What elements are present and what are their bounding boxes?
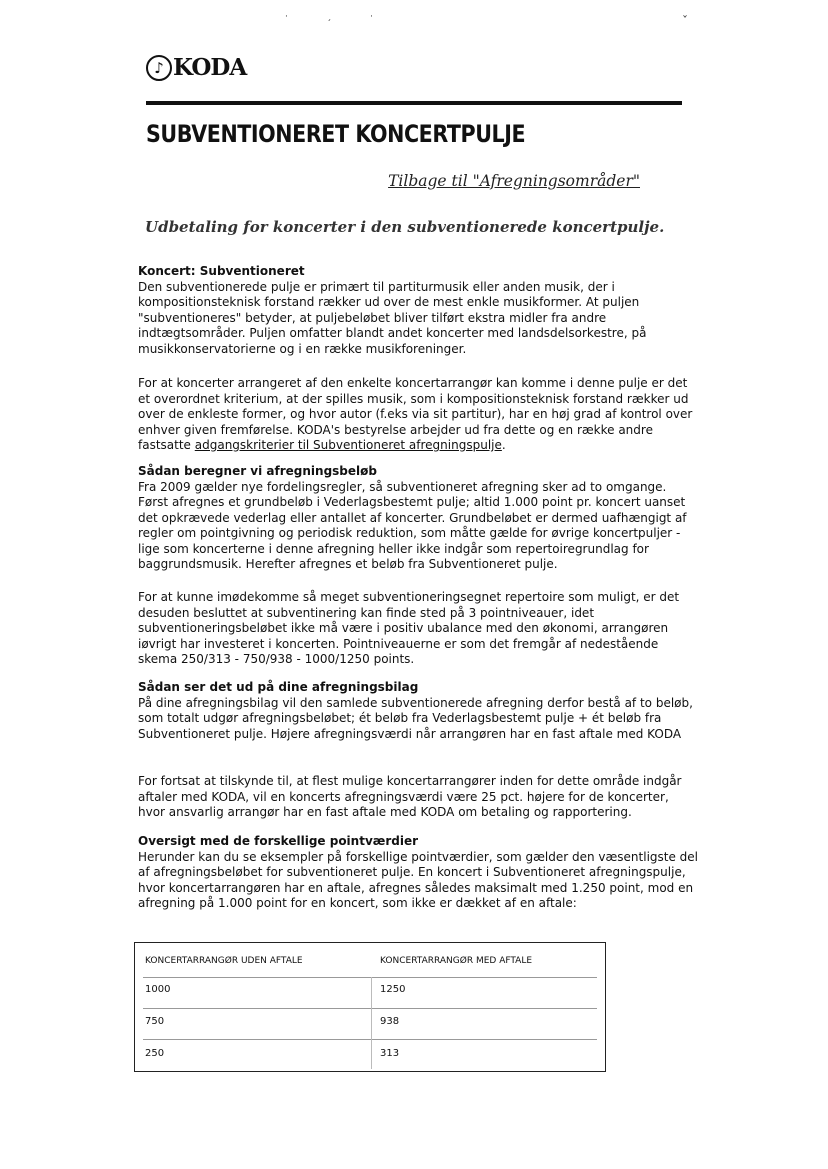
koda-logo-icon: ♪ — [146, 55, 172, 81]
paragraph: På dine afregningsbilag vil den samlede subventionerede afregning derfor bestå af to beløb, som totalt udgør afregningsbeløbet; ét beløb fra Vederlagsbestemt pulje + ét beløb fra Subventioneret pulje. Højere afregningsværdi når arrangøren har en fast aftale med KODA — [138, 695, 693, 741]
corner-mark: ˇ — [682, 14, 688, 28]
table-cell: 250 — [145, 1047, 165, 1059]
section-heading: Oversigt med de forskellige pointværdier — [138, 834, 419, 848]
header-rule — [146, 101, 682, 105]
koda-logo[interactable] — [146, 54, 246, 81]
pointvaerdier-table — [134, 942, 606, 1072]
paragraph-end: . — [501, 438, 506, 452]
section-oversigt — [138, 834, 698, 912]
paragraph: For fortsat at tilskynde til, at flest mulige koncertarrangører inden for dette område indgår aftaler med KODA, vil en koncerts afregningsværdi være 25 pct. højere for de koncerter, hvor ansvarlig arrangør har en fast aftale med KODA om betaling og rapportering. — [138, 774, 682, 819]
table-cell: 313 — [380, 1047, 400, 1059]
table-row — [135, 973, 605, 1005]
section-kriterier — [138, 376, 698, 454]
table-cell: 1250 — [380, 983, 406, 995]
koda-logo-text: KODA — [173, 54, 247, 81]
paragraph: For at kunne imødekomme så meget subventioneringsegnet repertoire som muligt, er det desuden besluttet at subventinering kan finde sted på 3 pointniveauer, idet subventioneringsbeløbet ikke må være i positiv ubalance med den økonomi, arrangøren iøvrigt har investeret i koncerten. Pointniveauerne er som det fremgår af nedestående skema 250/313 - 750/938 - 1000/1250 points. — [138, 590, 680, 666]
table-header-cell: KONCERTARRANGØR UDEN AFTALE — [145, 956, 303, 966]
section-beregning — [138, 464, 698, 573]
table-header-cell: KONCERTARRANGØR MED AFTALE — [380, 956, 533, 966]
section-heading: Koncert: Subventioneret — [138, 264, 305, 278]
section-afregningsbilag — [138, 680, 698, 742]
page-subtitle: Udbetaling for koncerter i den subventionerede koncertpulje. — [145, 218, 665, 236]
table-row — [135, 1005, 605, 1037]
paragraph — [138, 376, 698, 454]
table-cell: 938 — [380, 1015, 400, 1027]
paragraph: Fra 2009 gælder nye fordelingsregler, så subventioneret afregning sker ad to omgange. Først afregnes et grundbeløb i Vederlagsbestemt pulje; altid 1.000 point pr. koncert uanset det opkrævede vederlag eller antallet af koncerter. Grundbeløbet er dermed uafhængigt af regler om pointgivning og periodisk reduktion, som måtte gælde for øvrige koncertpuljer - lige som koncerterne i denne afregning heller ikke indgår som repertoiregrundlag for baggrundsmusik. Herefter afregnes et beløb fra Subventioneret pulje. — [138, 479, 687, 571]
section-koncert-subventioneret — [138, 264, 698, 357]
table-cell: 750 — [145, 1015, 165, 1027]
scan-marks: · ˏ · — [285, 12, 391, 22]
section-heading: Sådan beregner vi afregningsbeløb — [138, 464, 377, 478]
adgangskriterier-link[interactable]: adgangskriterier til Subventioneret afregningspulje — [194, 438, 502, 452]
section-pointniveauer — [138, 590, 698, 668]
section-heading: Sådan ser det ud på dine afregningsbilag — [138, 680, 419, 694]
back-to-afregningsomraader-link[interactable]: Tilbage til "Afregningsområder" — [388, 172, 640, 190]
table-column-divider — [371, 977, 372, 1069]
table-cell: 1000 — [145, 983, 171, 995]
paragraph: Herunder kan du se eksempler på forskellige pointværdier, som gælder den væsentligste del af afregningsbeløbet for subventioneret pulje. En koncert i Subventioneret afregningspulje, hvor koncertarrangøren har en aftale, afregnes således maksimalt med 1.250 point, mod en afregning på 1.000 point for en koncert, som ikke er dækket af en aftale: — [138, 849, 699, 910]
table-row — [135, 1037, 605, 1069]
paragraph: Den subventionerede pulje er primært til partiturmusik eller anden musik, der i kompositionsteknisk forstand rækker ud over de mest enkle musikformer. At puljen "subventioneres" betyder, at puljebeløbet bliver tilført ekstra midler fra andre indtægtsområder. Puljen omfatter blandt andet koncerter med landsdelsorkestre, på musikkonservatorierne og i en række musikforeninger. — [138, 279, 647, 356]
section-tilskynde — [138, 774, 698, 821]
page-title: SUBVENTIONERET KONCERTPULJE — [146, 120, 526, 148]
paragraph-text: For at koncerter arrangeret af den enkelte koncertarrangør kan komme i denne pulje er det et overordnet kriterium, at der spilles musik, som i kompositionsteknisk forstand rækker ud over de enkleste former, og hvor autor (f.eks via sit partitur), har en høj grad af kontrol over enhver given fremførelse. KODA's bestyrelse arbejder ud fra dette og en række andre fastsatte — [138, 376, 693, 452]
